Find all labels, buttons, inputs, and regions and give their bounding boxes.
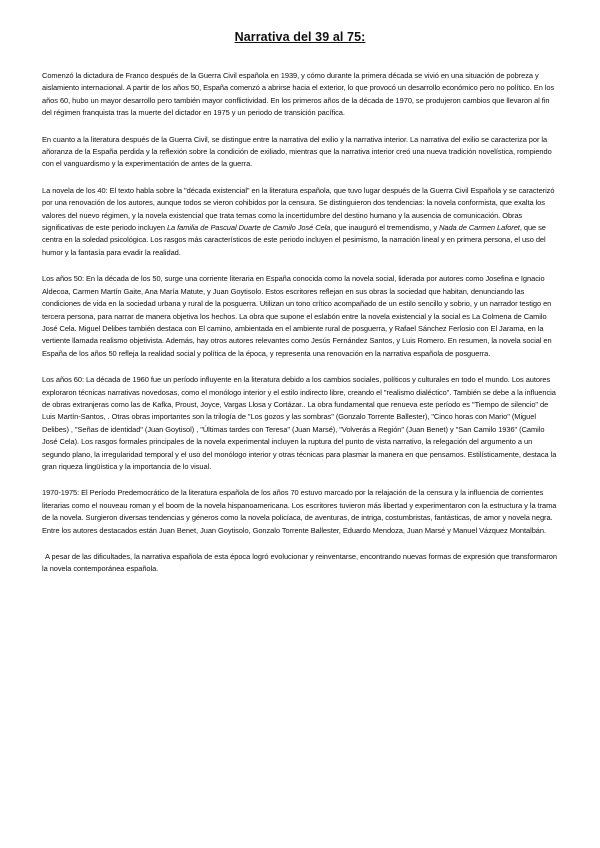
paragraph-novela-40 [42,185,558,259]
paragraph-anos-60 [42,374,558,473]
paragraph-conclusion [42,551,558,576]
text-segment: La novela de los 40: El texto habla sobre la "década existencial" en la literatura española, que tuvo lugar después de la Guerra Civil Española y se caracterizó por una renovación de los autores, aunque todos se vieron cohibidos por la censura. Se distinguieron dos tendencias: la novela conformista, que exalta los valores del nuevo régimen, y la novela existencial que trata temas como la incertidumbre del destino humano y la ausencia de comunicación. Obras significativas de este periodo incluyen [42,185,555,233]
text-segment-italic: Nada de Carmen Laforet [439,223,520,233]
paragraph-literatura-posguerra [42,134,558,171]
paragraph-anos-50 [42,273,558,360]
text-segment: En cuanto a la literatura después de la Guerra Civil, se distingue entre la narrativa del exilio y la narrativa interior. La narrativa del exilio se caracteriza por la añoranza de la España perdida y la reflexión sobre la condición de exiliado, mientras que la narrativa interior creó una nueva tradición novelística, rompiendo con el vanguardismo y la experimentación de antes de la guerra. [42,134,552,169]
paragraph-1970-1975 [42,487,558,537]
text-segment: 1970-1975: El Período Predemocrático de la literatura española de los años 70 estuvo marcado por la relajación de la censura y la influencia de corrientes literarias como el nouveau roman y el boom de la novela hispanoamericana. Los escritores tuvieron más libertad y experimentaron con la estructura y la trama de la novela. Surgieron diversas tendencias y géneros como la novela policíaca, de aventuras, de intriga, costumbristas, fantásticas, de amor y novela negra. Entre los autores destacados están Juan Benet, Juan Goytisolo, Gonzalo Torrente Ballester, Eduardo Mendoza, Juan Marsé y Manuel Vázquez Montalbán. [42,488,557,535]
text-segment: A pesar de las dificultades, la narrativa española de esta época logró evolucionar y reinventarse, encontrando nuevas formas de expresión que transformaron la novela contemporánea española. [42,552,557,574]
paragraph-intro [42,70,558,120]
text-segment: Los años 60: La década de 1960 fue un período influyente en la literatura debido a los cambios sociales, políticos y culturales en todo el mundo. Los autores exploraron técnicas narrativas novedosas, como el monólogo interior y el estilo indirecto libre, creando el "realismo dialéctico". También se debe a la influencia de obras extranjeras como las de Kafka, Proust, Joyce, Vargas Llosa y Cortázar.. La obra fundamental que renueva este período es "Tiempo de silencio" de Luis Martín-Santos, . Otras obras importantes son la trilogía de "Los gozos y las sombras" (Gonzalo Torrente Ballester), "Cinco horas con Mario" (Miguel Delibes) , "Señas de identidad" (Juan Goytisol) , "Últimas tardes con Teresa" (Juan Marsé), "Volverás a Región" (Juan Benet) y "San Camilo 1936" (Camilo José Cela). Los rasgos formales principales de la novela experimental incluyen la ruptura del punto de vista narrativo, la relegación del argumento a un segundo plano, la irregularidad temporal y el uso del monólogo interior y otras técnicas para plasmar la manera en que pensamos. Estilísticamente, destaca la gran riqueza lingüística y la importancia de lo visual. [42,375,557,471]
text-segment: , que inauguró el tremendismo, y [330,223,440,233]
text-segment: , que se centra en la soledad psicológica. Los rasgos más característicos de este periodo incluyen el pesimismo, la narración lineal y en primera persona, el uso del humor y la fantasía para evadir la realidad. [42,223,546,257]
text-segment-italic: La familia de Pascual Duarte de Camilo José Cela [166,223,331,233]
text-segment: Comenzó la dictadura de Franco después de la Guerra Civil española en 1939, y cómo durante la primera década se vivió en una situación de pobreza y aislamiento internacional. A partir de los años 50, España comenzó a abrirse hacia el exterior, lo que provocó un desarrollo económico pero no político. En los años 60, hubo un mayor desarrollo pero también mayor conflictividad. En los primeros años de la década de 1970, se produjeron cambios que llevaron al fin del régimen franquista tras la muerte del dictador en 1975 y un periodo de transición pacífica. [42,71,555,118]
page-title: Narrativa del 39 al 75: [234,30,366,44]
text-segment: Los años 50: En la década de los 50, surge una corriente literaria en España conocida como la novela social, liderada por autores como Josefina e Ignacio Aldecoa, Carmen Martín Gaite, Ana María Matute, y Juan Goytisolo. Estos escritores reflejan en sus obras la sociedad que habitan, denunciando las condiciones de vida en la sociedad urbana y rural de la posguerra. Utilizan un tono crítico acompañado de un estilo sencillo y sobrio, y un narrador testigo en tercera persona, para narrar de manera objetiva los hechos. La obra que supone el eslabón entre la novela existencial y la social es La Colmena de Camilo José Cela. Miguel Delibes también destaca con El camino, ambientada en el ambiente rural de posguerra, y Rafael Sánchez Ferlosio con El Jarama, en la vertiente llamada realismo objetivista. Además, hay otros autores relevantes como Jesús Fernández Santos, y Luis Romero. En resumen, la novela social en España de los años 50 refleja la realidad social y política de la época, y representa una renovación en la narrativa española de posguerra. [42,274,552,358]
